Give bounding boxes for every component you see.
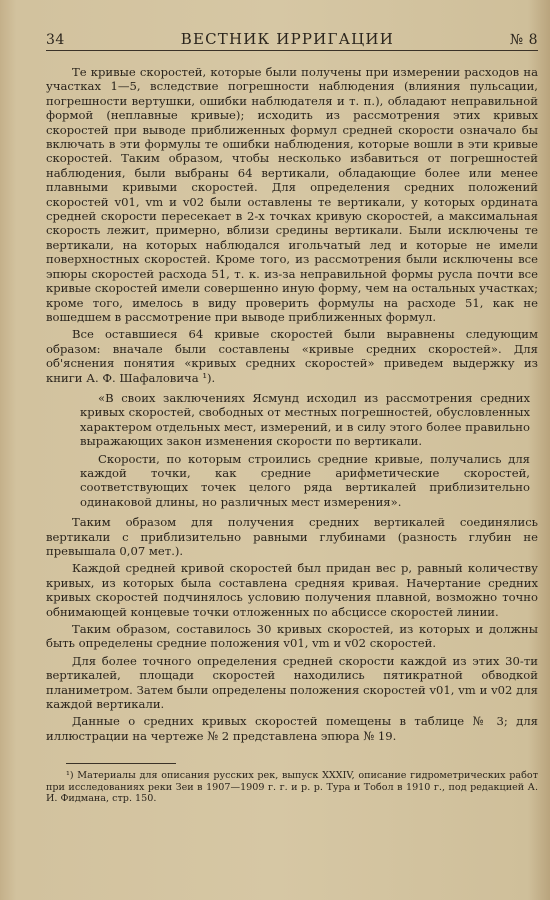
paragraph: Для более точного определения средней скорости каждой из этих 30-ти вертикалей, площади скоростей находились пятикратной обводкой планиметром. Затем были определены положения скоростей v01, vm и v02 для каждой вертикали.	[46, 653, 538, 712]
paragraph: Все оставшиеся 64 кривые скоростей были выравнены следующим образом: вначале были составлены «кривые средних скоростей». Для об'яснения понятия «кривых средних скоростей» приведем выдержку из книги А. Ф. Шафаловича ¹).	[46, 327, 538, 385]
footnote-divider	[66, 763, 176, 764]
issue-number: № 8	[509, 32, 538, 48]
running-header	[46, 30, 538, 51]
footnote	[46, 770, 538, 805]
footnote-text: ¹) Материалы для описания русских рек, выпуск XXXIV, описание гидрометрических работ при исследованиях реки Зеи в 1907—1909 г. г. и р. р. Тура и Тобол в 1910 г., под редакцией А. И. Фидмана, стр. 150.	[46, 770, 538, 805]
paragraph: Каждой средней кривой скоростей был придан вес p, равный количеству кривых, из которых была составлена средняя кривая. Начертание средних кривых скоростей подчинялось условию получения плавной, возможно точно обнимающей концевые точки отложенных по абсциссе скоростей линии.	[46, 561, 538, 619]
quote-paragraph: «В своих заключениях Ясмунд исходил из рассмотрения средних кривых скоростей, свободных от местных погрешностей, обусловленных характером отдельных мест, измерений, и в силу этого более правильно выражающих закон изменения скорости по вертикали.	[80, 390, 530, 449]
paragraph: Таким образом, составилось 30 кривых скоростей, из которых и должны быть определены средние положения v01, vm и v02 скоростей.	[46, 622, 538, 651]
paragraph: Таким образом для получения средних вертикалей соединялись вертикали с приблизительно равными глубинами (разность глубин не превышала 0,07 мет.).	[46, 515, 538, 558]
journal-title: ВЕСТНИК ИРРИГАЦИИ	[180, 30, 394, 48]
paragraph: Данные о средних кривых скоростей помещены в таблице № 3; для иллюстрации на чертеже № 2 представлена эпюра № 19.	[46, 714, 538, 743]
page-number: 34	[46, 32, 65, 48]
quote-paragraph: Скорости, по которым строились средние кривые, получались для каждой точки, как средние арифметические скоростей, соответствующих точек целого ряда вертикалей приблизительно одинаковой длины, но различных мест измерения».	[80, 451, 530, 509]
block-quote	[46, 391, 538, 509]
paragraph: Те кривые скоростей, которые были получены при измерении расходов на участках 1—5, вследствие погрешности наблюдения (влияния пульсации, погрешности вертушки, ошибки наблюдателя и т. п.), обладают неправильной формой (неплавные кривые); исходить из рассмотрения этих кривых скоростей при выводе приближенных формул средней скорости означало бы включать в эти формулы те ошибки наблюдения, которые вошли в эти кривые скоростей. Таким образом, чтобы несколько избавиться от погрешностей наблюдения, были выбраны 64 вертикали, обладающие более или менее плавными кривыми скоростей. Для определения средних положений скоростей v01, vm и v02 были оставлены те вертикали, у которых ордината средней скорости пересекает в 2-х точках кривую скоростей, а максимальная скорость лежит, примерно, вблизи средины вертикали. Были исключены те вертикали, на которых наблюдался игольчатый лед и которые не имели поверхностных скоростей. Кроме того, из рассмотрения были исключены все эпюры скоростей расхода 51, т. к. из-за неправильной формы русла почти все кривые скоростей имели совершенно иную форму, чем на остальных участках; кроме того, имелось в виду проверить формулы на расходе 51, как не вошедшем в рассмотрение при выводе приближенных формул.	[46, 65, 538, 324]
article-body	[46, 65, 538, 743]
